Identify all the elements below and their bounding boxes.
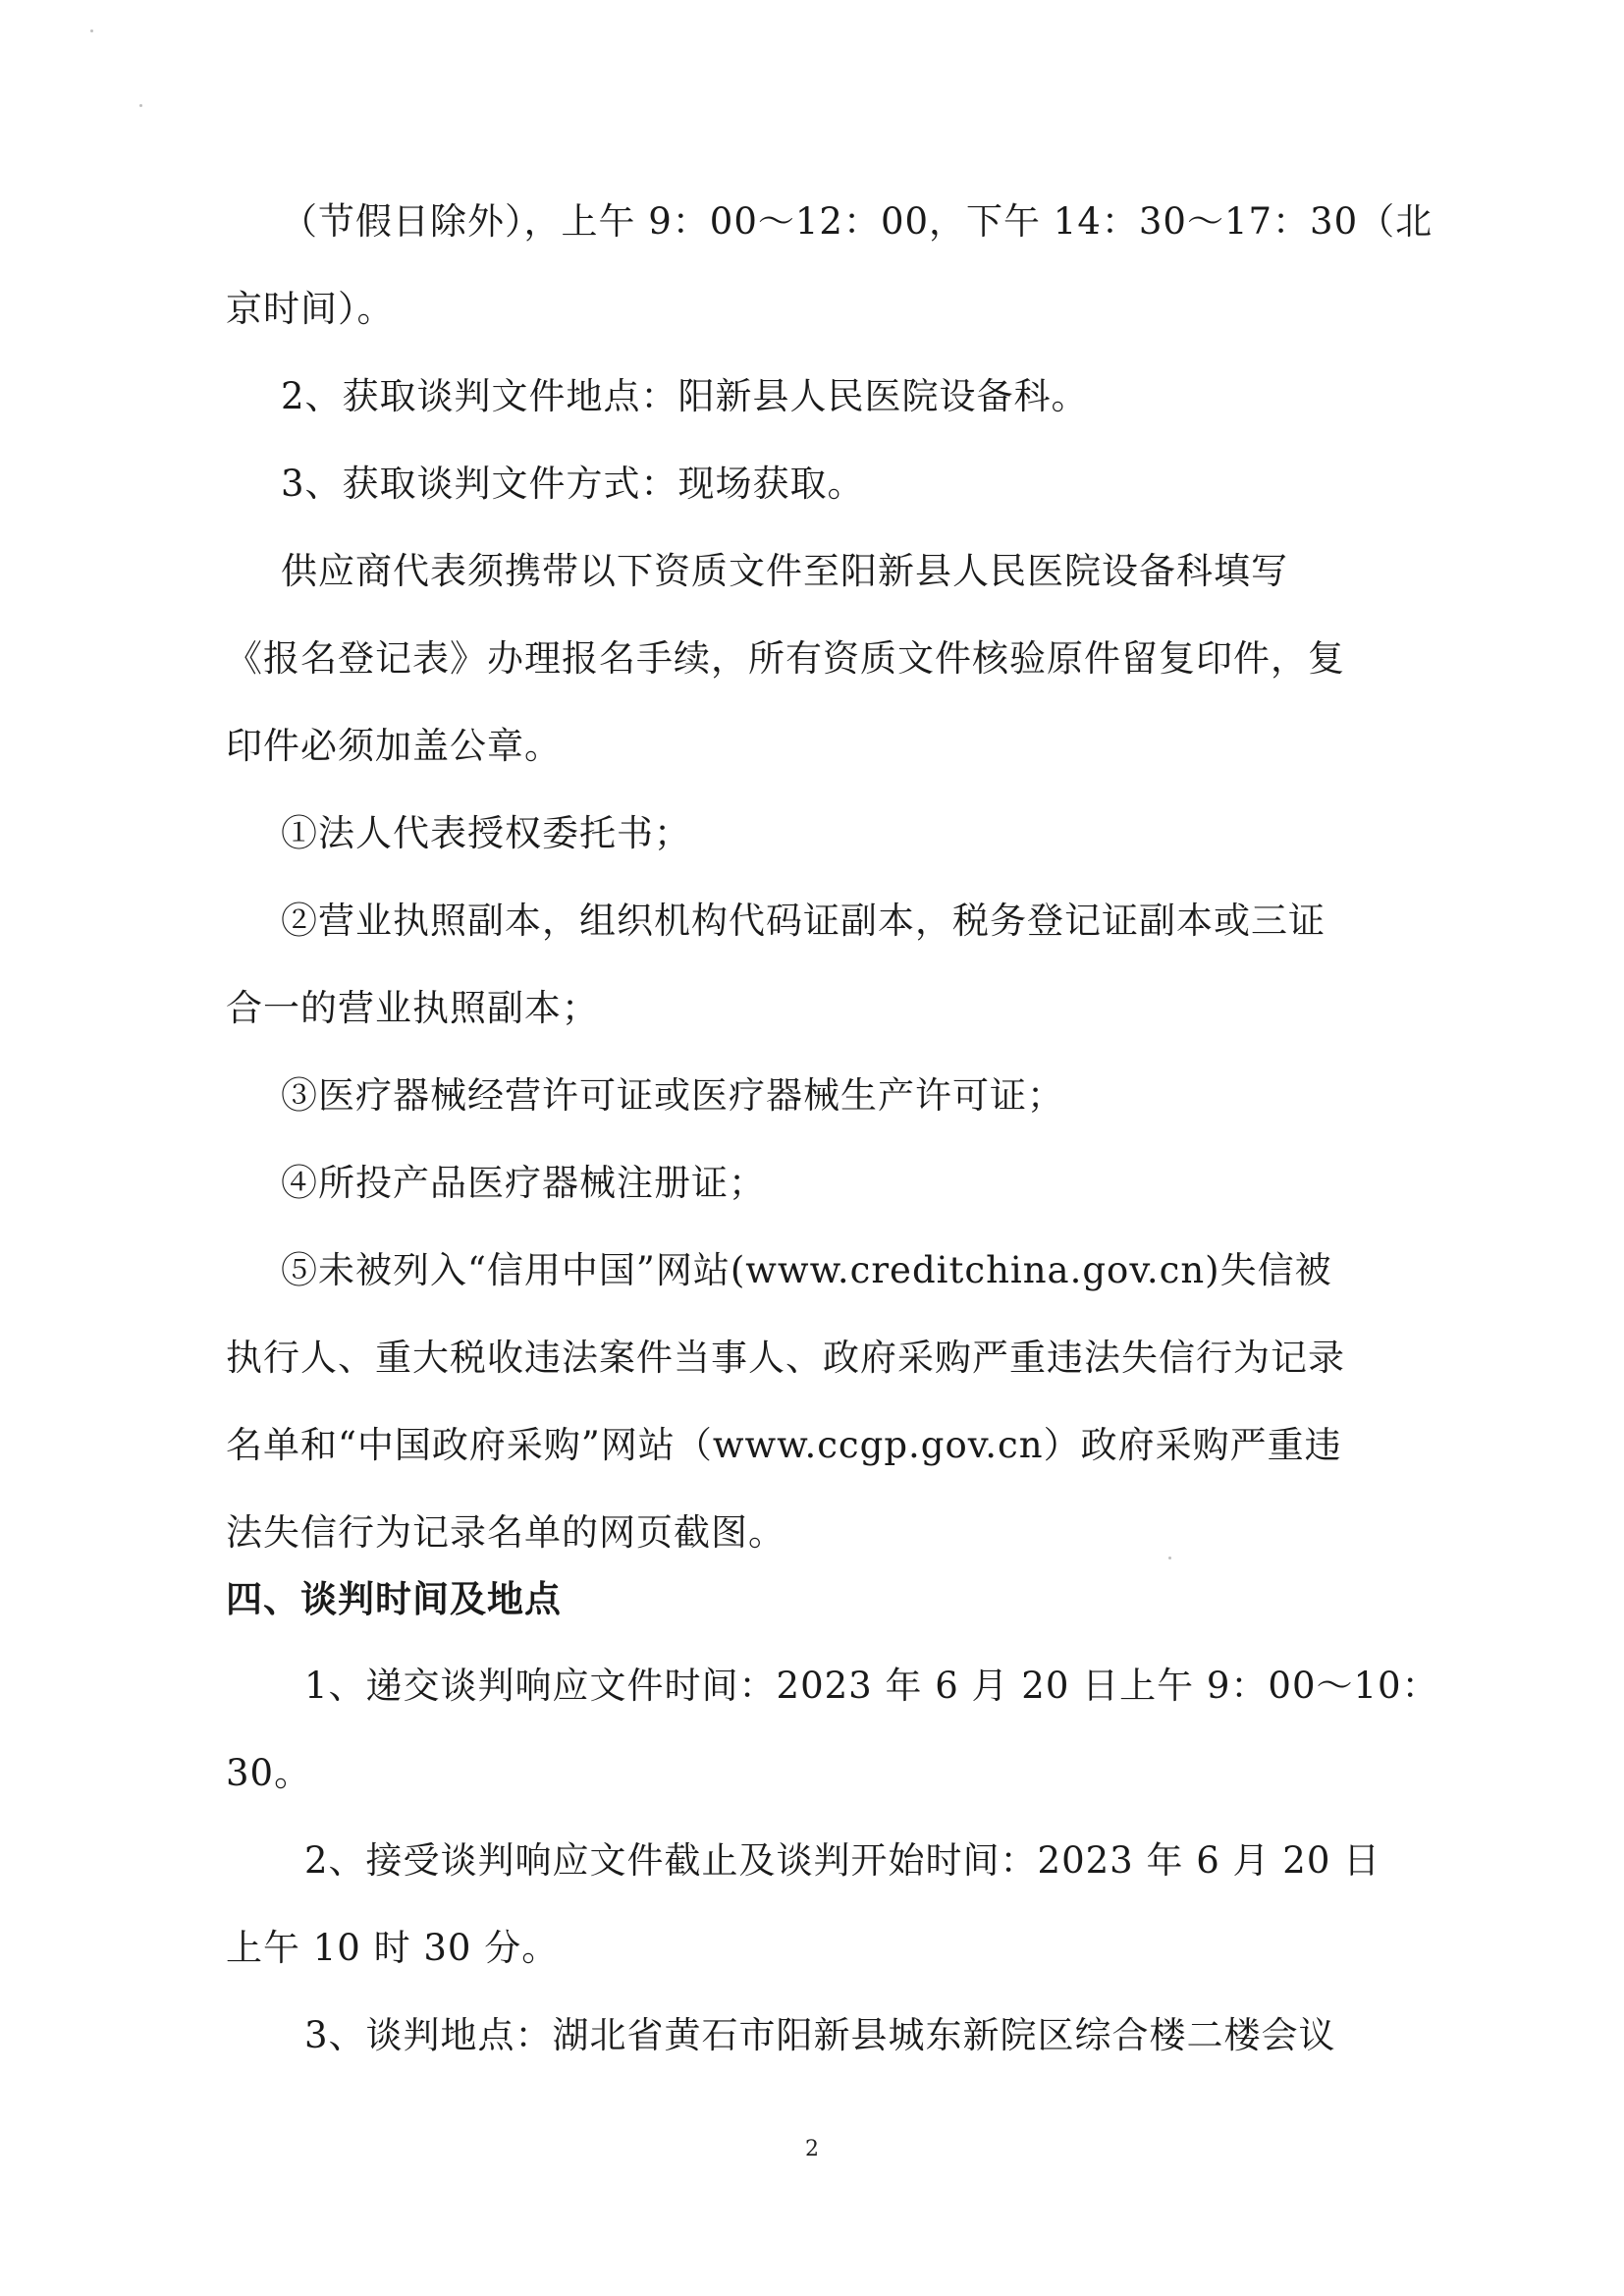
scan-speck [139, 104, 142, 107]
body-line: （节假日除外），上午 9：00～12：00，下午 14：30～17：30（北 [281, 200, 1434, 243]
body-line: 京时间）。 [226, 288, 395, 330]
body-line: 法失信行为记录名单的网页截图。 [226, 1511, 785, 1554]
section-heading: 四、谈判时间及地点 [226, 1577, 562, 1620]
scan-speck [90, 29, 93, 32]
body-line: 1、递交谈判响应文件时间：2023 年 6 月 20 日上午 9：00～10： [304, 1665, 1439, 1707]
body-line: ①法人代表授权委托书； [281, 812, 691, 854]
body-line: 2、获取谈判文件地点：阳新县人民医院设备科。 [281, 375, 1089, 417]
body-line: 3、获取谈判文件方式：现场获取。 [281, 463, 865, 505]
body-line: ②营业执照副本，组织机构代码证副本，税务登记证副本或三证 [281, 900, 1326, 942]
scan-speck [1168, 1557, 1171, 1559]
page-number: 2 [805, 2137, 819, 2161]
body-line: 上午 10 时 30 分。 [226, 1927, 560, 1969]
body-line: 合一的营业执照副本； [226, 987, 599, 1029]
body-line: ③医疗器械经营许可证或医疗器械生产许可证； [281, 1074, 1064, 1117]
body-line: ⑤未被列入“信用中国”网站(www.creditchina.gov.cn)失信被 [281, 1249, 1332, 1291]
body-line: 供应商代表须携带以下资质文件至阳新县人民医院设备科填写 [281, 550, 1288, 592]
body-line: 3、谈判地点：湖北省黄石市阳新县城东新院区综合楼二楼会议 [304, 2014, 1336, 2056]
body-line: 执行人、重大税收违法案件当事人、政府采购严重违法失信行为记录 [226, 1337, 1345, 1379]
body-line: ④所投产品医疗器械注册证； [281, 1162, 766, 1204]
body-line: 印件必须加盖公章。 [226, 725, 562, 767]
body-line: 2、接受谈判响应文件截止及谈判开始时间：2023 年 6 月 20 日 [304, 1839, 1381, 1882]
body-line: 《报名登记表》办理报名手续，所有资质文件核验原件留复印件，复 [226, 637, 1345, 680]
body-line: 名单和“中国政府采购”网站（www.ccgp.gov.cn）政府采购严重违 [226, 1424, 1342, 1466]
body-line: 30。 [226, 1752, 312, 1794]
